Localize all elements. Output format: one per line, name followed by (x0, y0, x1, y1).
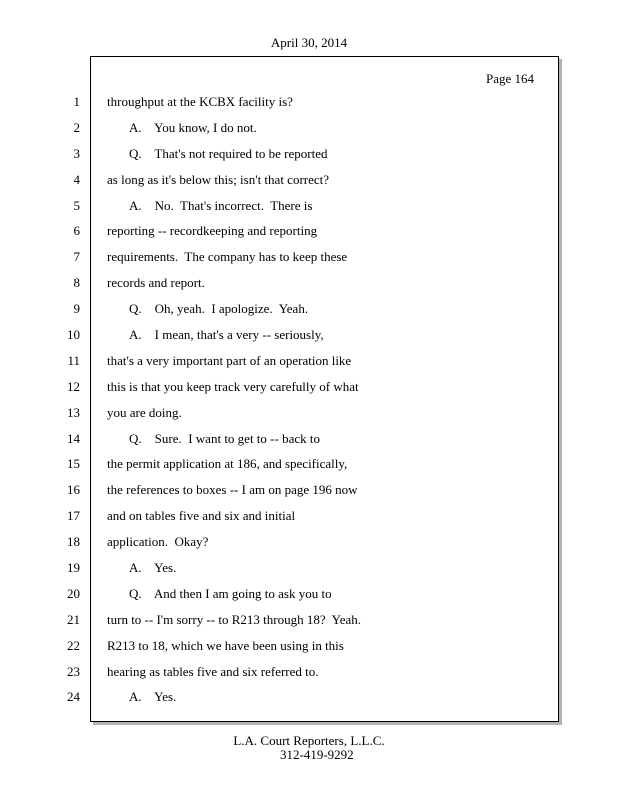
transcript-line (0, 221, 618, 247)
line-number: 17 (67, 508, 80, 524)
line-number: 10 (67, 327, 80, 343)
transcript-line (0, 558, 618, 584)
line-text: that's a very important part of an operation like (107, 352, 352, 368)
line-text: turn to -- I'm sorry -- to R213 through 18? Yeah. (107, 611, 362, 627)
transcript-line (0, 196, 618, 222)
line-number: 21 (67, 611, 80, 627)
transcript-line (0, 532, 618, 558)
transcript-line (0, 377, 618, 403)
transcript-line (0, 170, 618, 196)
footer-phone: 312-419-9292 (280, 747, 354, 762)
line-text: requirements. The company has to keep these (107, 249, 348, 265)
page-number-label: Page 164 (485, 71, 534, 86)
transcript-date: April 30, 2014 (270, 35, 348, 50)
line-text: this is that you keep track very carefully of what (107, 378, 359, 394)
line-number: 15 (67, 456, 80, 472)
transcript-line (0, 429, 618, 455)
line-number: 1 (73, 94, 80, 109)
transcript-lines (0, 92, 618, 713)
line-number: 4 (73, 171, 80, 187)
line-text: Q. And then I am going to ask you to (129, 585, 332, 601)
transcript-line (0, 584, 618, 610)
transcript-line (0, 247, 618, 273)
line-number: 2 (73, 119, 80, 135)
transcript-line (0, 299, 618, 325)
line-text: application. Okay? (107, 534, 209, 550)
line-number: 20 (67, 585, 80, 601)
line-text: R213 to 18, which we have been using in this (107, 637, 344, 653)
line-text: A. Yes. (129, 560, 177, 576)
line-number: 16 (67, 482, 80, 498)
line-number: 11 (67, 352, 80, 368)
line-text: records and report. (107, 275, 205, 291)
line-text: the permit application at 186, and specifically, (107, 456, 348, 472)
line-text: A. No. That's incorrect. There is (129, 197, 313, 213)
line-number: 3 (73, 145, 80, 161)
transcript-line (0, 662, 618, 688)
transcript-line (0, 273, 618, 299)
transcript-line (0, 454, 618, 480)
line-text: hearing as tables five and six referred to. (107, 663, 319, 679)
line-number: 9 (73, 301, 80, 317)
transcript-line (0, 92, 618, 118)
line-number: 8 (73, 275, 80, 291)
transcript-line (0, 144, 618, 170)
transcript-line (0, 506, 618, 532)
transcript-line (0, 118, 618, 144)
line-text: reporting -- recordkeeping and reporting (107, 223, 318, 239)
transcript-line (0, 480, 618, 506)
line-number: 6 (73, 223, 80, 239)
line-text: and on tables five and six and initial (107, 508, 296, 524)
transcript-line (0, 636, 618, 662)
transcript-line (0, 610, 618, 636)
line-text: you are doing. (107, 404, 182, 420)
line-text: the references to boxes -- I am on page 196 now (107, 482, 358, 498)
line-number: 14 (67, 430, 80, 446)
line-number: 13 (67, 404, 80, 420)
transcript-line (0, 687, 618, 713)
footer-company: L.A. Court Reporters, L.L.C. (233, 733, 385, 748)
line-number: 5 (73, 197, 80, 213)
line-text: A. Yes. (129, 689, 177, 705)
line-number: 12 (67, 378, 80, 394)
line-text: A. I mean, that's a very -- seriously, (129, 327, 324, 343)
line-number: 7 (73, 249, 80, 265)
line-text: A. You know, I do not. (129, 119, 257, 135)
line-number: 19 (67, 560, 80, 576)
line-number: 23 (67, 663, 80, 679)
line-text: as long as it's below this; isn't that correct? (107, 171, 330, 187)
transcript-line (0, 325, 618, 351)
transcript-line (0, 403, 618, 429)
line-text: Q. That's not required to be reported (129, 145, 328, 161)
line-number: 22 (67, 637, 80, 653)
line-number: 18 (67, 534, 80, 550)
line-text: Q. Sure. I want to get to -- back to (129, 430, 320, 446)
line-number: 24 (67, 689, 80, 705)
line-text: throughput at the KCBX facility is? (107, 94, 293, 109)
line-text: Q. Oh, yeah. I apologize. Yeah. (129, 301, 309, 317)
transcript-line (0, 351, 618, 377)
